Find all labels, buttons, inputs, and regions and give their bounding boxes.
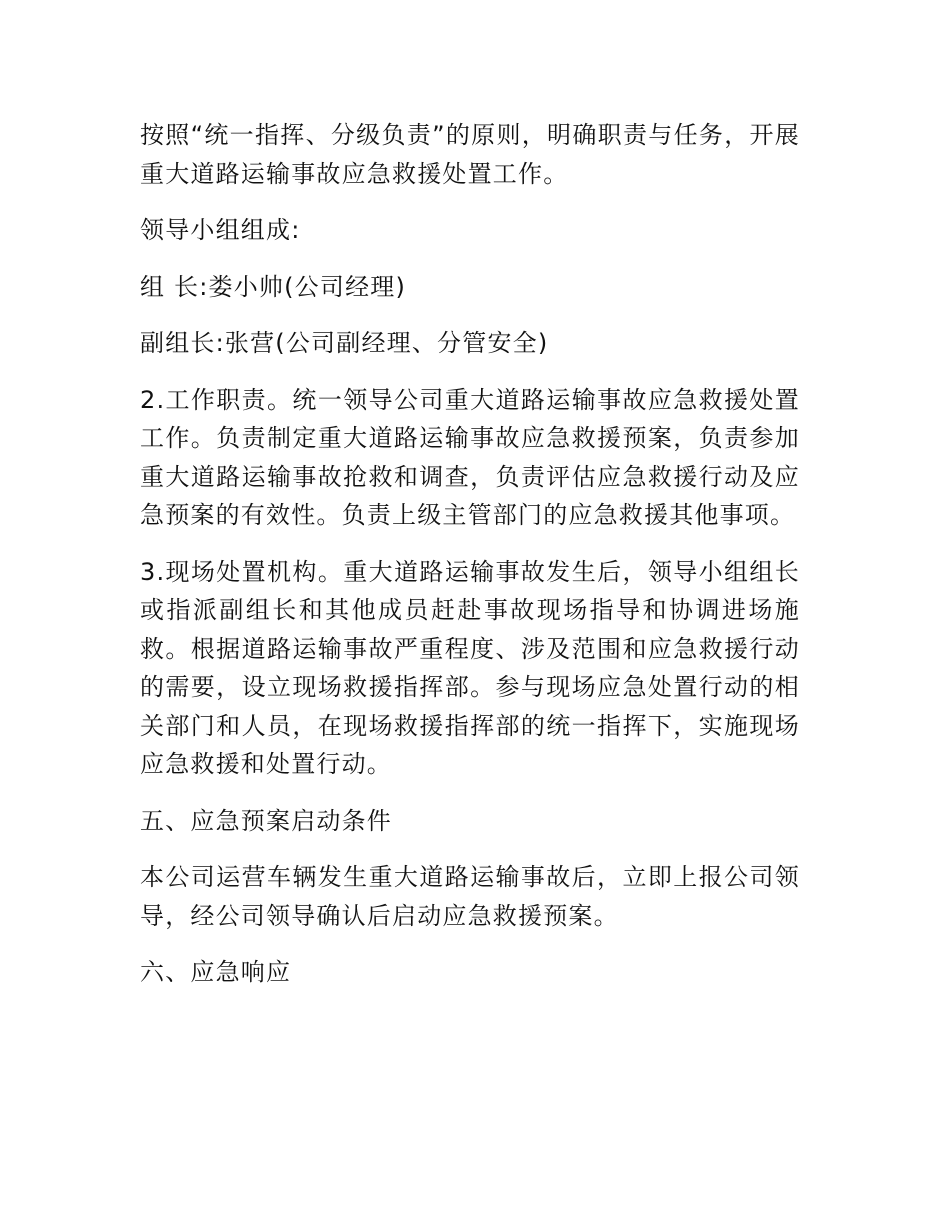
paragraph-onsite-organization: 3.现场处置机构。重大道路运输事故发生后，领导小组组长或指派副组长和其他成员赶赴事故现场指导和协调进场施救。根据道路运输事故严重程度、涉及范围和应急救援行动的需要，设立现场救援指挥部。参与现场应急处置行动的相关部门和人员，在现场救援指挥部的统一指挥下，实施现场应急救援和处置行动。 xyxy=(140,557,800,778)
section-heading-emergency-response: 六、应急响应 xyxy=(140,958,292,986)
paragraph-principle: 按照“统一指挥、分级负责”的原则，明确职责与任务，开展重大道路运输事故应急救援处置工作。 xyxy=(140,121,800,188)
paragraph-work-duties: 2.工作职责。统一领导公司重大道路运输事故应急救援处置工作。负责制定重大道路运输事故应急救援预案，负责参加重大道路运输事故抢救和调查，负责评估应急救援行动及应急预案的有效性。负责上级主管部门的应急救援其他事项。 xyxy=(140,385,800,529)
paragraph-leadership-group: 领导小组组成: xyxy=(140,216,301,244)
section-heading-activation-conditions: 五、应急预案启动条件 xyxy=(140,806,392,835)
paragraph-deputy-leader: 副组长:张营(公司副经理、分管安全) xyxy=(140,329,549,357)
paragraph-activation-conditions: 本公司运营车辆发生重大道路运输事故后，立即上报公司领导，经公司领导确认后启动应急救援预案。 xyxy=(140,863,800,930)
document-page xyxy=(140,116,800,1010)
paragraph-group-leader: 组 长:娄小帅(公司经理) xyxy=(140,272,407,301)
